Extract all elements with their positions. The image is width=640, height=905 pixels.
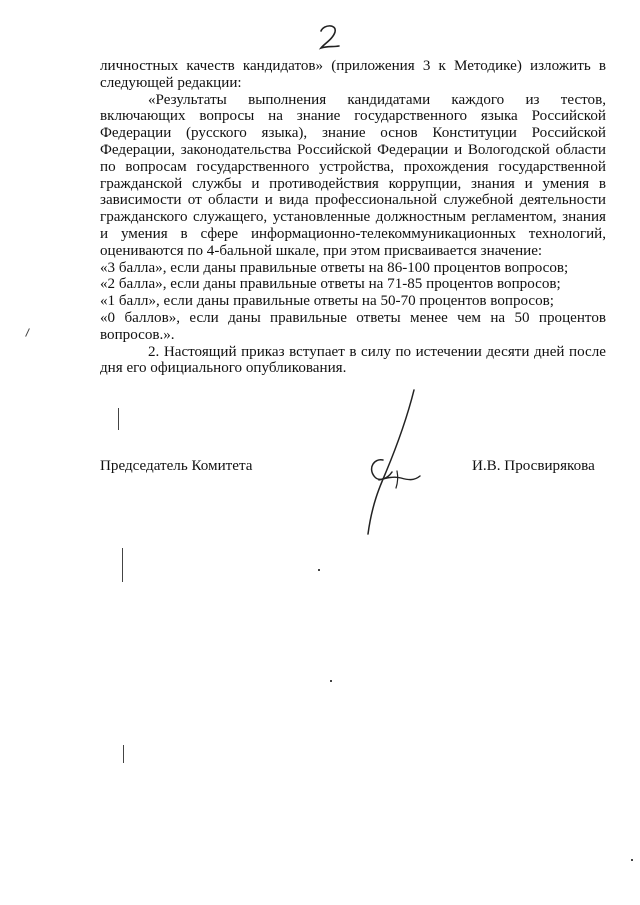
scan-mark: [122, 548, 123, 582]
document-body: [100, 58, 606, 377]
quoted-paragraph: «Результаты выполнения кандидатами каждого из тестов, включающих вопросы на знание государственного языка Российской Федерации (русского языка), знание основ Конституции Российской Федерации, законодательства Российской Федерации и Вологодской области по вопросам государственного устройства, прохождения государственной гражданской службы и противодействия коррупции, знания и умения в зависимости от области и вида профессиональной служебной деятельности гражданского служащего, установленные должностным регламентом, знания и умения в сфере информационно-телекоммуникационных технологий, оцениваются по 4-бальной шкале, при этом присваивается значение:: [100, 91, 606, 259]
item-2-paragraph: 2. Настоящий приказ вступает в силу по истечении десяти дней после дня его официального опубликования.: [100, 343, 606, 377]
score-2-line: «2 балла», если даны правильные ответы на 71-85 процентов вопросов;: [100, 276, 561, 293]
intro-paragraph: личностных качеств кандидатов» (приложения 3 к Методике) изложить в следующей редакции:: [100, 58, 606, 91]
score-3-line: «3 балла», если даны правильные ответы на 86-100 процентов вопросов;: [100, 259, 569, 276]
handwritten-signature: [356, 388, 426, 538]
handwritten-page-number: [316, 22, 342, 52]
signatory-position: Председатель Комитета: [100, 458, 253, 474]
scan-mark: [118, 408, 119, 430]
score-1-line: «1 балл», если даны правильные ответы на 50-70 процентов вопросов;: [100, 293, 554, 310]
scan-mark: [25, 328, 30, 337]
signatory-name: И.В. Просвирякова: [472, 458, 595, 474]
scan-mark: [330, 680, 332, 682]
signature-row: [100, 458, 606, 480]
scan-mark: [631, 859, 633, 861]
scan-mark: [123, 745, 124, 763]
scan-mark: [318, 569, 320, 571]
score-0-line: «0 баллов», если даны правильные ответы менее чем на 50 процентов вопросов.».: [100, 309, 606, 343]
